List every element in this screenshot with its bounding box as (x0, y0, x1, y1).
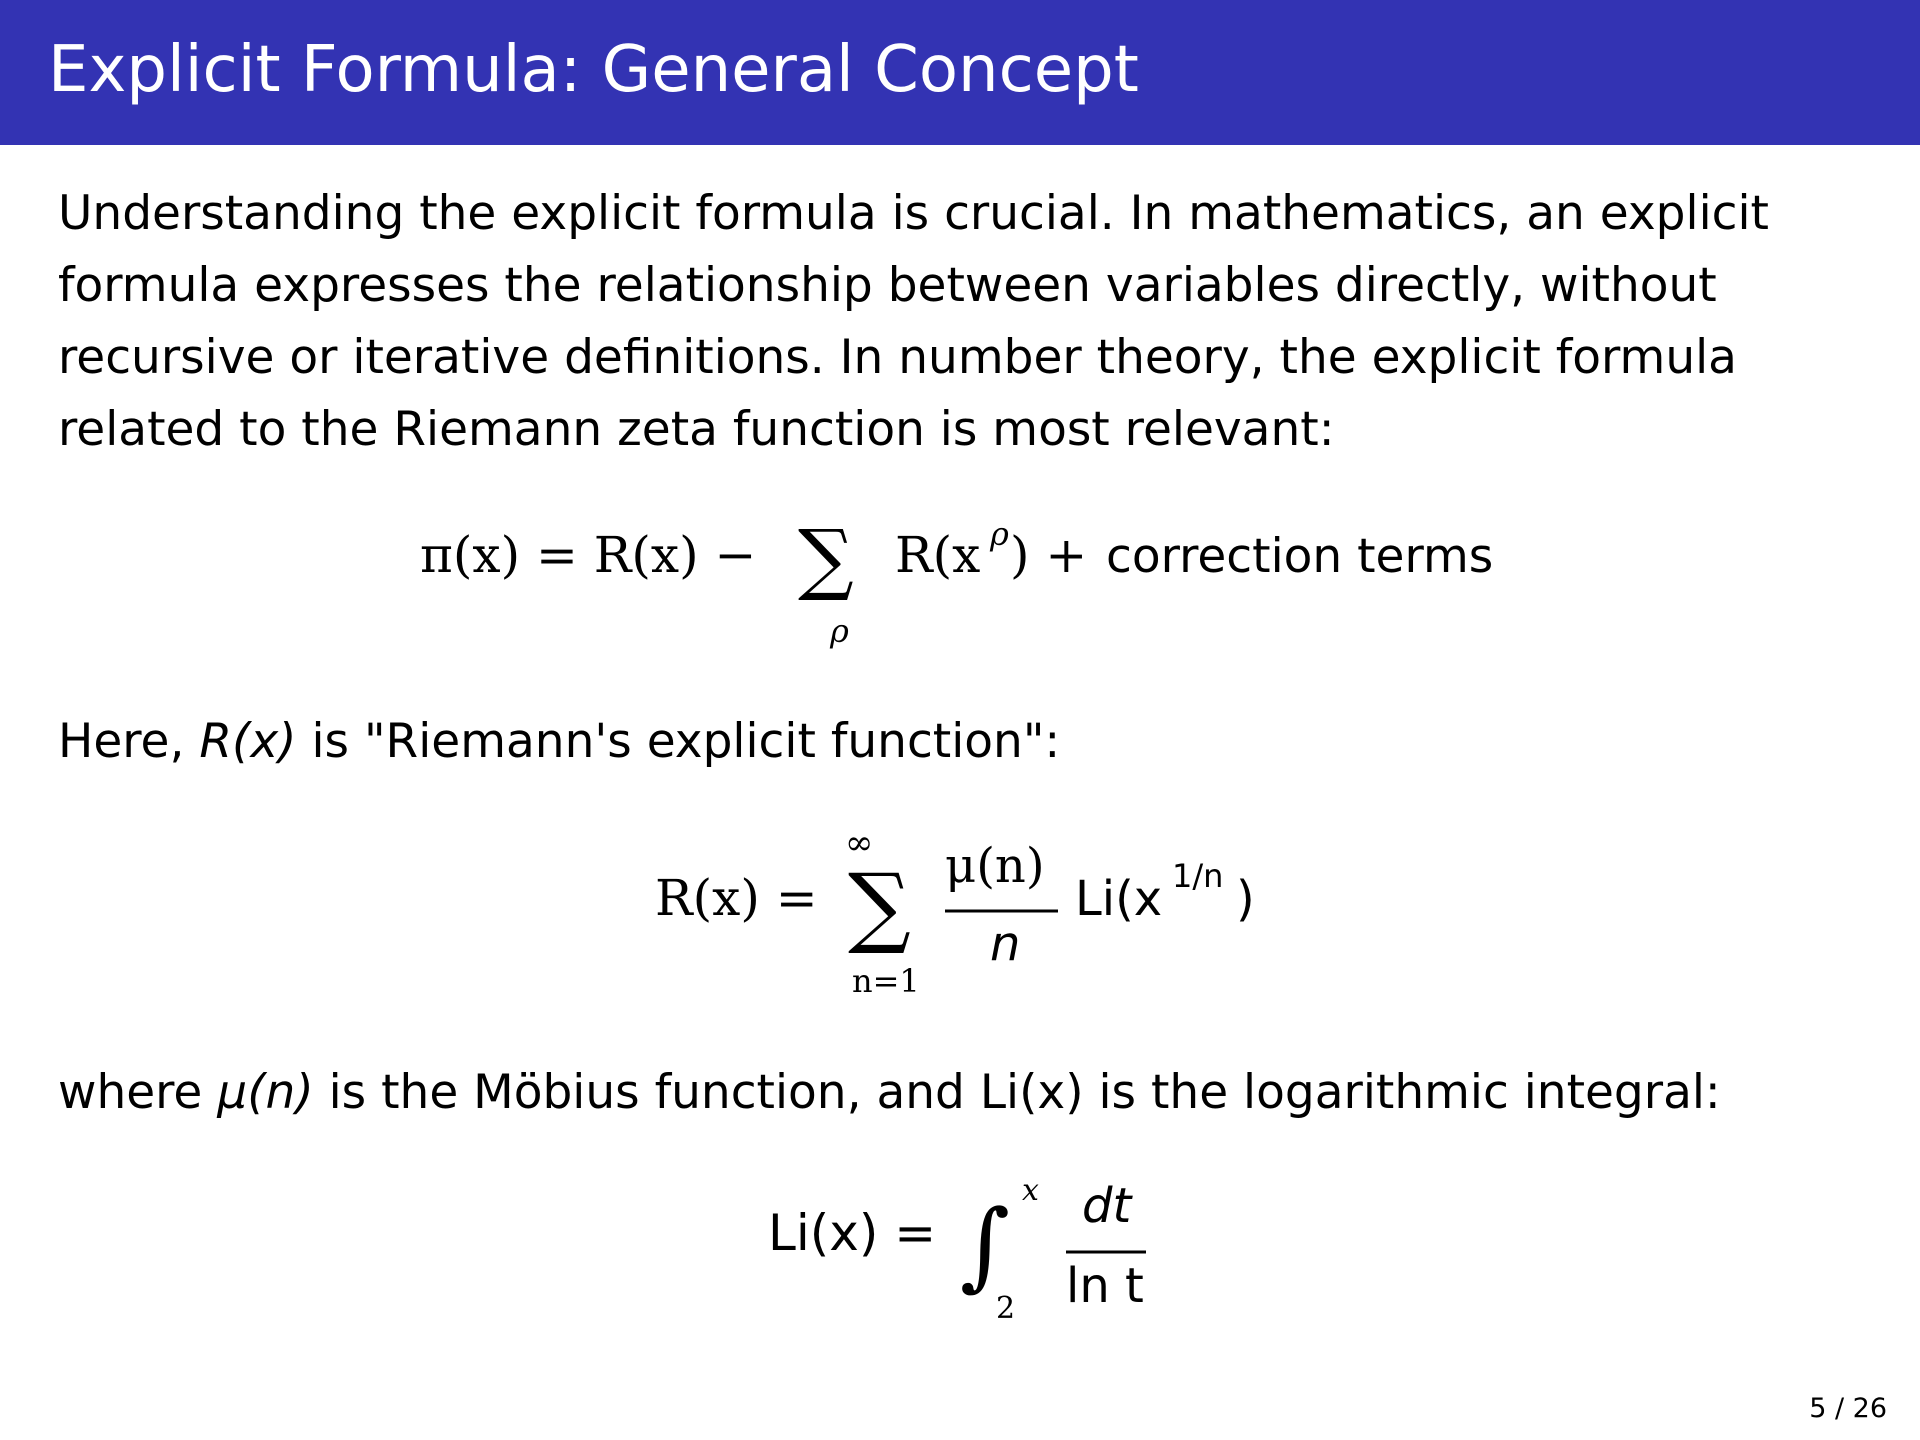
intro-line-4: related to the Riemann zeta function is most relevant: (58, 402, 1335, 457)
here-function: R(x) (199, 714, 297, 769)
eq3-lhs: Li(x) = (768, 1204, 937, 1262)
eq2-li-base: Li(x (1075, 871, 1163, 927)
equation-log-integral (0, 1170, 1920, 1330)
eq2-sum-lower: n=1 (852, 962, 920, 1000)
eq2-sum-symbol: ∑ (848, 854, 911, 957)
intro-line-1: Understanding the explicit formula is crucial. In mathematics, an explicit (58, 186, 1769, 241)
eq1-rhs-superscript: ρ (990, 515, 1009, 553)
eq1-sum-index: ρ (830, 612, 849, 650)
eq2-frac-denominator: n (990, 916, 1021, 972)
eq1-lhs: π(x) = R(x) − (420, 526, 757, 584)
equation-prime-counting (0, 500, 1920, 660)
here-rest: is "Riemann's explicit function": (296, 714, 1061, 769)
here-lead: Here, (58, 714, 200, 769)
equation-riemann-function (0, 820, 1920, 1000)
eq2-li-exponent: 1/n (1172, 857, 1224, 895)
intro-line-3: recursive or iterative definitions. In number theory, the explicit formula (58, 330, 1737, 385)
page-total: 26 (1852, 1393, 1887, 1424)
page-number (1809, 1393, 1887, 1424)
title-bar (0, 0, 1920, 145)
where-mid: is the Möbius function, and (313, 1065, 980, 1120)
eq2-lhs: R(x) = (655, 869, 818, 927)
eq3-lower-limit: 2 (996, 1291, 1016, 1326)
page-current: 5 (1809, 1393, 1827, 1424)
here-line (58, 706, 1060, 778)
intro-line-2: formula expresses the relationship between variables directly, without (58, 258, 1717, 313)
eq1-rhs-base: R(x (895, 526, 981, 584)
eq3-integral-symbol: ∫ (960, 1189, 1011, 1301)
eq2-sum-upper: ∞ (845, 823, 874, 863)
where-mobius: μ(n) (217, 1065, 314, 1120)
eq1-sum-symbol: ∑ (798, 514, 854, 604)
eq3-upper-limit: x (1022, 1173, 1039, 1208)
where-rest: is the logarithmic integral: (1083, 1065, 1721, 1120)
eq2-frac-numerator: μ(n) (945, 838, 1045, 894)
page-separator: / (1826, 1393, 1853, 1424)
eq1-correction-terms: correction terms (1106, 529, 1494, 584)
eq3-frac-numerator: dt (1082, 1178, 1132, 1234)
slide-title: Explicit Formula: General Concept (48, 33, 1139, 107)
eq1-rhs-close: ) + (1010, 526, 1088, 584)
where-li: Li(x) (979, 1065, 1084, 1120)
where-lead: where (58, 1065, 218, 1120)
eq2-li-close: ) (1236, 871, 1255, 927)
eq3-frac-denominator: ln t (1066, 1258, 1144, 1314)
where-line (58, 1057, 1721, 1129)
